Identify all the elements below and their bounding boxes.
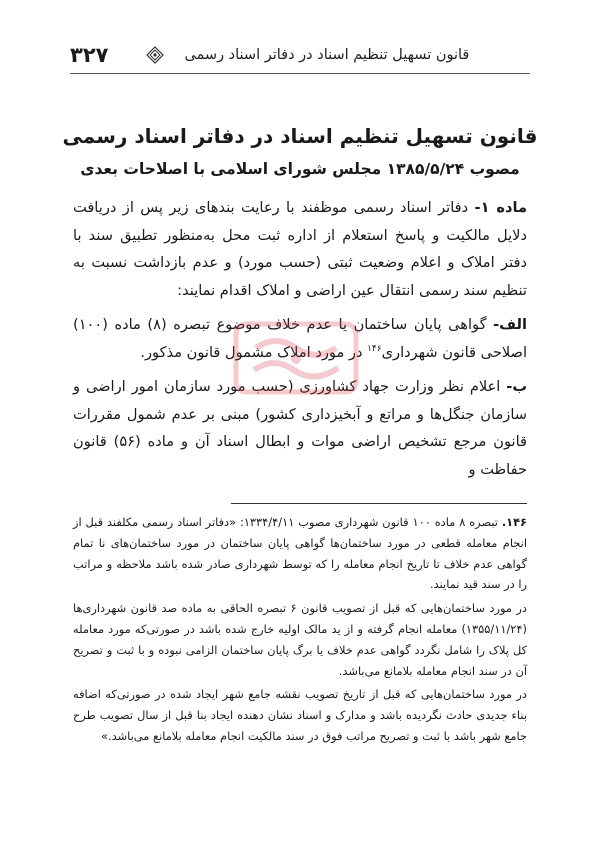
page-subtitle: مصوب ۱۳۸۵/۵/۲۴ مجلس شورای اسلامی با اصلاحات بعدی [80, 160, 520, 178]
article-1-text: دفاتر اسناد رسمی موظفند با رعایت بندهای زیر پس از دریافت دلایل مالکیت و پاسخ استعلام از اداره ثبت محل به‌منظور تطبیق سند با دفتر املاک و اعلام وضعیت ثبتی (حسب مورد) و عدم بازداشت نسبت به تنظیم سند رسمی انتقال عین اراضی و املاک اقدام نمایند: [73, 199, 527, 299]
footnote-text-3: در مورد ساختمان‌هایی که قبل از تاریخ تصویب نقشه جامع شهر ایجاد شده در صورتی‌که اضافه بناء جدیدی حادث نگردیده باشد و مدارک و اسناد نشان دهنده ایجاد بنا قبل از سال تصویب طرح جامع شهر باشد با ثبت و تصریح مراتب فوق در سند مالکیت انجام معامله بلامانع می‌باشد.» [73, 687, 527, 743]
page-title: قانون تسهیل تنظیم اسناد در دفاتر اسناد رسمی [62, 124, 538, 148]
footnote-text-1: تبصره ۸ ماده ۱۰۰ قانون شهرداری مصوب ۱۳۳۴/۴/۱۱: «دفاتر اسناد رسمی مکلفند قبل از انجام معامله قطعی در مورد ساختمان‌ها گواهی پایان ساختمان در مورد ساختمان‌های نا تمام گواهی عدم خلاف تا تاریخ انجام معامله را که توسط شهرداری صادر شده باشد ملاحظه و مراتب را در سند قید نمایند. [73, 515, 527, 592]
footnotes [73, 512, 527, 750]
footnote-number: ۱۴۶. [501, 515, 527, 529]
article-1-label: ماده ۱- [474, 199, 528, 216]
footnote-text-2: در مورد ساختمان‌هایی که قبل از تصویب قانون ۶ تبصره الحاقی به ماده صد قانون شهرداری‌ها (۱۳۵۵/۱۱/۲۴) معامله انجام گرفته و از ید مالک اولیه خارج شده باشد در صورتی‌که مورد معامله کل پلاک را شامل نگردد گواهی عدم خلاف یا برگ پایان ساختمان الزامی نبوده و با ثبت و تصریح آن در سند انجام معامله بلامانع می‌باشد. [73, 601, 527, 678]
body-text [73, 194, 527, 490]
header-rule [70, 73, 530, 74]
running-header [70, 40, 530, 70]
clause-a-text-end: در مورد املاک مشمول قانون مذکور. [140, 343, 368, 361]
footnote-ref-146[interactable]: ۱۴۶ [367, 343, 382, 354]
page-number: ۳۲۷ [70, 43, 109, 67]
diamond-ornament-icon [146, 46, 164, 64]
clause-a-label: الف- [493, 316, 527, 333]
clause-b-text: اعلام نظر وزارت جهاد کشاورزی (حسب مورد سازمان امور اراضی و سازمان جنگل‌ها و مراتع و آبخیزداری کشور) مبنی بر عدم شمول مقررات قانون مرجع تشخیص اراضی موات و ابطال اسناد آن و ماده (۵۶) قانون حفاظت و [73, 378, 527, 478]
clause-a [73, 311, 527, 366]
footnote-separator [231, 503, 527, 504]
footnote-146 [73, 512, 527, 595]
article-1 [73, 194, 527, 304]
running-title: قانون تسهیل تنظیم اسناد در دفاتر اسناد رسمی [184, 47, 470, 63]
clause-b [73, 373, 527, 483]
clause-b-label: ب- [506, 378, 527, 395]
clause-a-text: گواهی پایان ساختمان یا عدم خلاف موضوع تبصره (۸) ماده (۱۰۰) اصلاحی قانون شهرداری [73, 316, 527, 361]
